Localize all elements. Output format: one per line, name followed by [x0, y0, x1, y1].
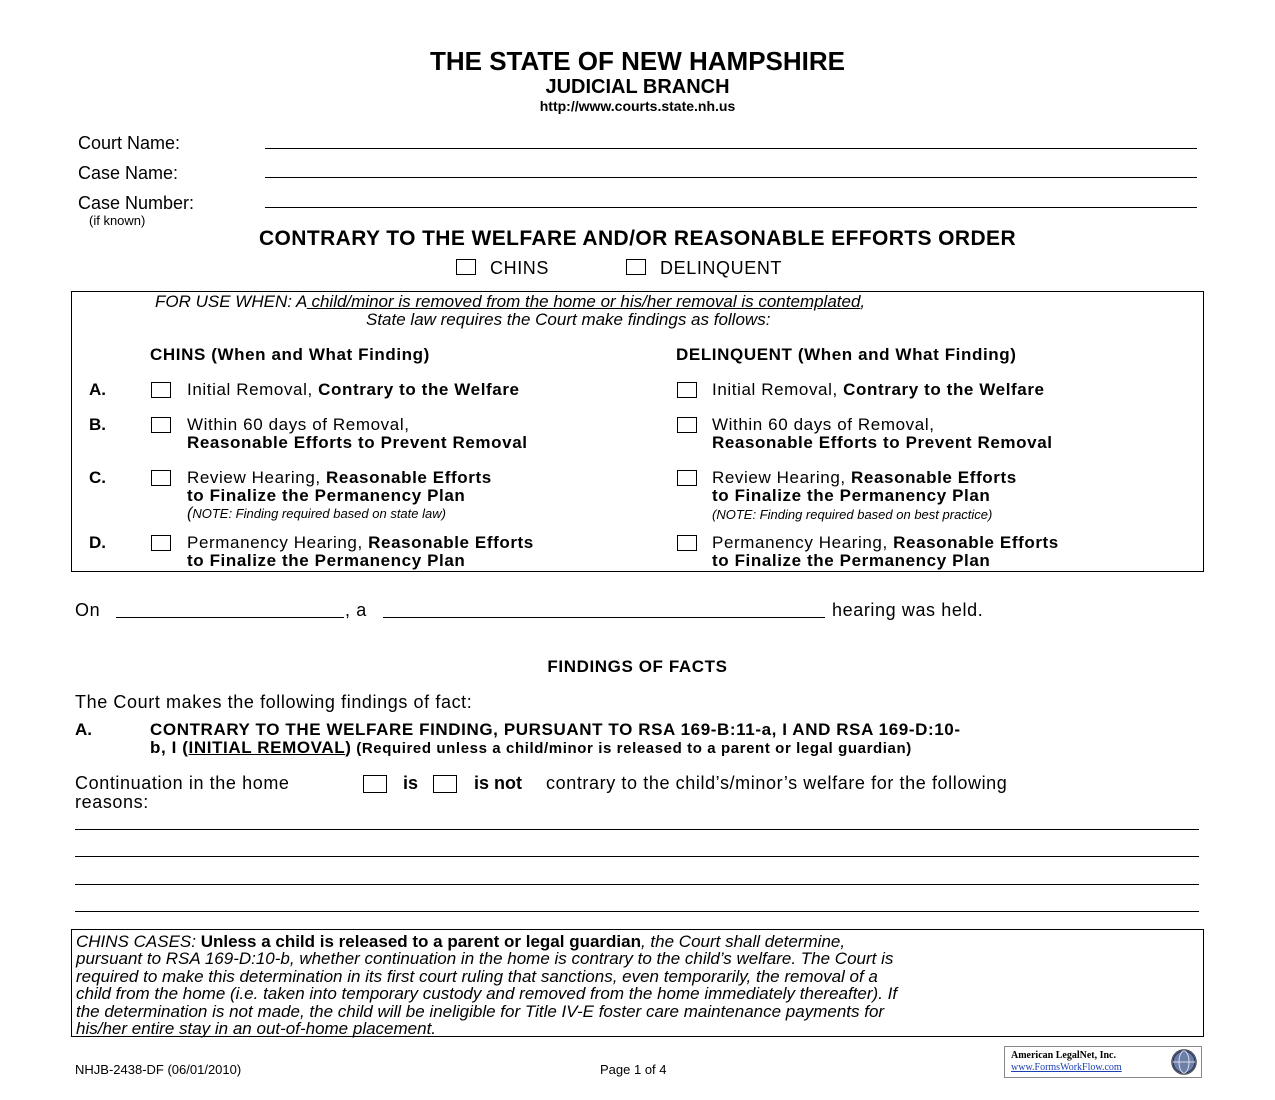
hearing-comma-a: , a — [345, 600, 367, 620]
findings-a-required-note: (Required unless a child/minor is released to a parent or legal guardian) — [351, 740, 912, 757]
row-c-bold-d: Reasonable Efforts — [851, 468, 1017, 487]
chins-cases-line2: pursuant to RSA 169-D:10-b, whether continuation in the home is contrary to the child’s welfare. The Court is — [76, 949, 894, 968]
row-c-normal: Review Hearing, — [187, 468, 327, 487]
chins-row-d-checkbox[interactable] — [151, 535, 171, 551]
delinquent-row-c-note: (NOTE: Finding required based on best practice) — [712, 507, 993, 522]
continuation-is-not: is not — [474, 773, 522, 793]
case-name-label: Case Name: — [78, 163, 179, 183]
row-a-bold: Contrary to the Welfare — [318, 380, 520, 399]
instructions-prefix: FOR USE WHEN: A — [155, 292, 307, 311]
order-title: CONTRARY TO THE WELFARE AND/OR REASONABLE EFFORTS ORDER — [258, 227, 1017, 250]
findings-a-line2 — [150, 738, 912, 758]
delinquent-row-b-line1: Within 60 days of Removal, — [712, 415, 935, 434]
chins-cases-line3: required to make this determination in its first court ruling that sanctions, even temporarily, the removal of a — [76, 967, 878, 986]
findings-a-letter: A. — [75, 720, 92, 739]
reasons-line-2[interactable] — [75, 856, 1199, 857]
chins-cases-bold: Unless a child is released to a parent or legal guardian — [200, 932, 641, 951]
row-d-bold: Reasonable Efforts — [368, 533, 534, 552]
chins-row-c-line2: to Finalize the Permanency Plan — [187, 486, 466, 505]
court-name-field[interactable] — [265, 148, 1197, 149]
chins-row-c-checkbox[interactable] — [151, 470, 171, 486]
findings-a-underlined: INITIAL REMOVAL — [188, 738, 346, 757]
row-c-bold: Reasonable Efforts — [326, 468, 492, 487]
chins-type-label: CHINS — [490, 258, 550, 278]
delinquent-row-c-line1 — [712, 468, 1017, 488]
row-d-normal: Permanency Hearing, — [187, 533, 369, 552]
case-number-field[interactable] — [265, 207, 1197, 208]
row-a-normal-d: Initial Removal, — [712, 380, 844, 399]
findings-a-pre: b, I ( — [150, 738, 189, 757]
row-a-bold-d: Contrary to the Welfare — [843, 380, 1045, 399]
chins-row-c-line1 — [187, 468, 492, 488]
instructions-line2: State law requires the Court make findings as follows: — [366, 310, 771, 329]
delinquent-row-a-checkbox[interactable] — [677, 382, 697, 398]
chins-cases-line5: the determination is not made, the child will be ineligible for Title IV-E foster care maintenance payments for — [76, 1002, 885, 1021]
logo-company-name: American LegalNet, Inc. — [1011, 1050, 1116, 1061]
instructions-underlined: child/minor is removed from the home or his/her removal is contemplated — [306, 292, 861, 311]
continuation-post: contrary to the child’s/minor’s welfare for the following — [546, 773, 1008, 793]
american-legalnet-logo[interactable] — [1004, 1046, 1202, 1078]
delinquent-row-c-line2: to Finalize the Permanency Plan — [712, 486, 991, 505]
delinquent-type-label: DELINQUENT — [660, 258, 783, 278]
delinquent-row-c-checkbox[interactable] — [677, 470, 697, 486]
row-c-normal-d: Review Hearing, — [712, 468, 852, 487]
delinquent-row-b-checkbox[interactable] — [677, 417, 697, 433]
chins-cases-line6: his/her entire stay in an out-of-home placement. — [76, 1019, 437, 1038]
state-title: THE STATE OF NEW HAMPSHIRE — [429, 46, 846, 76]
logo-url: www.FormsWorkFlow.com — [1011, 1062, 1122, 1073]
chins-row-a-text — [187, 380, 520, 400]
findings-a-post: ) — [345, 738, 352, 757]
delinquent-column-header: DELINQUENT (When and What Finding) — [676, 345, 1017, 364]
form-id: NHJB-2438-DF (06/01/2010) — [75, 1062, 242, 1077]
chins-row-d-line2: to Finalize the Permanency Plan — [187, 551, 466, 570]
globe-icon — [1171, 1049, 1197, 1075]
reasons-line-4[interactable] — [75, 911, 1199, 912]
row-b-letter: B. — [89, 415, 106, 434]
continuation-is-checkbox[interactable] — [363, 775, 387, 793]
note-paren: ( — [187, 505, 193, 522]
row-a-letter: A. — [89, 380, 106, 399]
branch-title: JUDICIAL BRANCH — [545, 76, 730, 98]
chins-type-checkbox[interactable] — [456, 259, 476, 275]
findings-intro: The Court makes the following findings of fact: — [75, 692, 473, 712]
row-d-letter: D. — [89, 533, 106, 552]
row-d-bold-d: Reasonable Efforts — [893, 533, 1059, 552]
chins-cases-line4: child from the home (i.e. taken into temporary custody and removed from the home immediately thereafter). If — [76, 984, 898, 1003]
instructions-suffix: , — [860, 292, 866, 311]
chins-row-b-line2: Reasonable Efforts to Prevent Removal — [187, 433, 528, 452]
if-known-note: (if known) — [89, 213, 146, 228]
delinquent-row-d-line2: to Finalize the Permanency Plan — [712, 551, 991, 570]
continuation-is-not-checkbox[interactable] — [433, 775, 457, 793]
delinquent-row-d-line1 — [712, 533, 1059, 553]
chins-cases-label: CHINS CASES: — [76, 932, 196, 951]
delinquent-row-d-checkbox[interactable] — [677, 535, 697, 551]
chins-cases-rest: , the Court shall determine, — [640, 932, 846, 951]
case-name-field[interactable] — [265, 177, 1197, 178]
delinquent-type-checkbox[interactable] — [626, 259, 646, 275]
delinquent-row-a-text — [712, 380, 1045, 400]
row-d-normal-d: Permanency Hearing, — [712, 533, 894, 552]
note-chins-text: NOTE: Finding required based on state law) — [192, 506, 446, 521]
continuation-reasons: reasons: — [75, 792, 149, 812]
instructions-line1 — [155, 292, 865, 312]
hearing-date-field[interactable] — [116, 617, 344, 618]
chins-row-b-checkbox[interactable] — [151, 417, 171, 433]
chins-row-b-line1: Within 60 days of Removal, — [187, 415, 410, 434]
row-c-letter: C. — [89, 468, 106, 487]
chins-row-a-checkbox[interactable] — [151, 382, 171, 398]
hearing-type-field[interactable] — [383, 617, 825, 618]
chins-row-d-line1 — [187, 533, 534, 553]
court-name-label: Court Name: — [78, 133, 181, 153]
case-number-label: Case Number: — [78, 193, 195, 213]
hearing-held: hearing was held. — [832, 600, 984, 620]
page-number: Page 1 of 4 — [600, 1062, 667, 1077]
row-a-normal: Initial Removal, — [187, 380, 319, 399]
delinquent-row-b-line2: Reasonable Efforts to Prevent Removal — [712, 433, 1053, 452]
courts-url[interactable]: http://www.courts.state.nh.us — [539, 98, 736, 114]
continuation-pre: Continuation in the home — [75, 773, 290, 793]
findings-heading: FINDINGS OF FACTS — [547, 657, 728, 676]
chins-column-header: CHINS (When and What Finding) — [150, 345, 430, 364]
reasons-line-1[interactable] — [75, 829, 1199, 830]
reasons-line-3[interactable] — [75, 884, 1199, 885]
hearing-on: On — [75, 600, 101, 620]
chins-row-c-note — [187, 505, 446, 523]
findings-a-line1: CONTRARY TO THE WELFARE FINDING, PURSUANT TO RSA 169-B:11-a, I AND RSA 169-D:10- — [150, 720, 961, 739]
continuation-is: is — [403, 773, 419, 793]
